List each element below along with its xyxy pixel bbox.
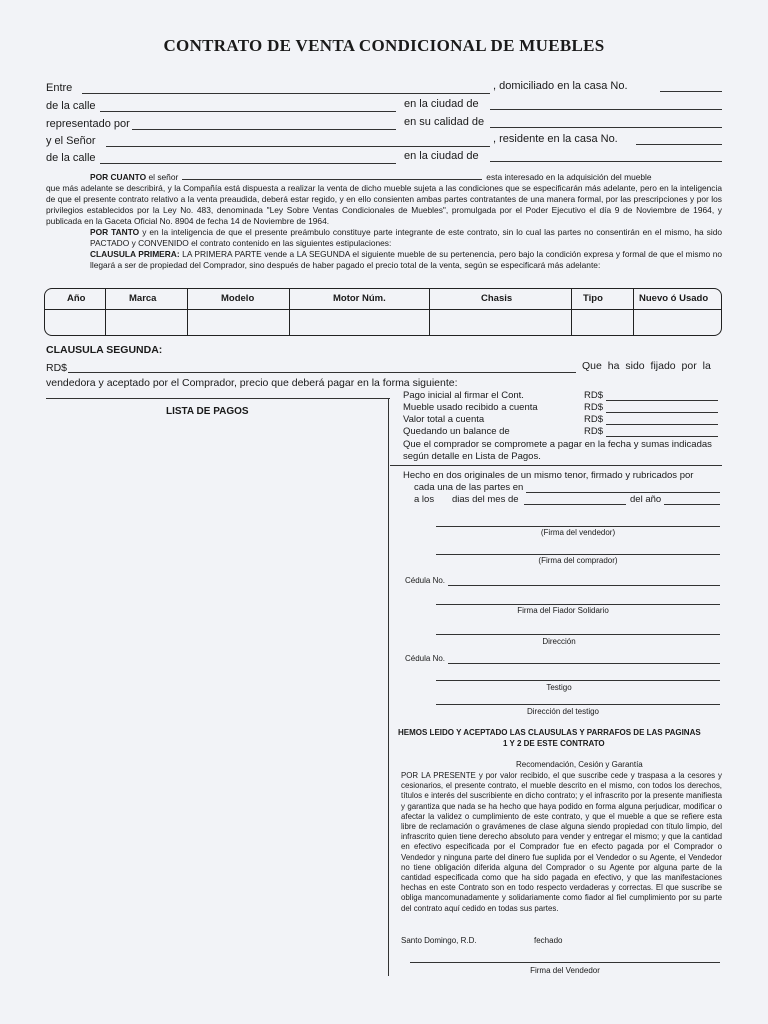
signature-vendedor-label: (Firma del vendedor) bbox=[540, 528, 616, 537]
th-nuevo-usado: Nuevo ó Usado bbox=[639, 293, 709, 304]
th-ano: Año bbox=[67, 293, 86, 304]
mueble-table bbox=[44, 288, 722, 336]
pago-label: Mueble usado recibido a cuenta bbox=[403, 402, 538, 413]
field-casa-no-1[interactable] bbox=[660, 91, 722, 92]
field-calidad[interactable] bbox=[490, 127, 722, 128]
table-header-divider bbox=[45, 309, 721, 310]
th-modelo: Modelo bbox=[221, 293, 255, 304]
mueble-usado bbox=[403, 402, 538, 413]
por-cuanto-a: el señor bbox=[148, 172, 179, 182]
field-representado[interactable] bbox=[132, 129, 396, 130]
field-mes[interactable] bbox=[524, 504, 626, 505]
hecho-line-2: cada una de las partes en bbox=[414, 482, 524, 493]
pago-cur: RD$ bbox=[584, 414, 604, 425]
signature-comprador-line[interactable] bbox=[436, 554, 720, 555]
label-domiciliado: , domiciliado en la casa No. bbox=[493, 80, 628, 92]
rds-label: RD$ bbox=[46, 362, 68, 374]
field-balance[interactable] bbox=[606, 436, 718, 437]
lista-pagos-title: LISTA DE PAGOS bbox=[166, 406, 249, 417]
label-calle-2: de la calle bbox=[46, 152, 96, 164]
del-ano-label: del año bbox=[630, 494, 662, 505]
field-dir-testigo-line[interactable] bbox=[436, 704, 720, 705]
pago-cur: RD$ bbox=[584, 402, 604, 413]
vendedora-text: vendedora y aceptado por el Comprador, precio que deberá pagar en la forma siguiente: bbox=[46, 377, 458, 389]
dir-testigo-label: Dirección del testigo bbox=[526, 707, 600, 716]
field-pago-inicial[interactable] bbox=[606, 400, 718, 401]
por-la-presente-label: POR LA PRESENTE bbox=[401, 771, 476, 780]
cedula-1-label: Cédula No. bbox=[405, 576, 446, 585]
preamble-block bbox=[46, 172, 722, 271]
pago-label: Pago inicial al firmar el Cont. bbox=[403, 390, 524, 401]
por-cuanto-b: esta interesado en la adquisición del mueble bbox=[486, 172, 652, 182]
table-col-divider bbox=[289, 289, 290, 335]
field-ciudad-2[interactable] bbox=[490, 161, 722, 162]
field-ciudad-1[interactable] bbox=[490, 109, 722, 110]
th-motor: Motor Núm. bbox=[333, 293, 386, 304]
signature-testigo-line[interactable] bbox=[436, 680, 720, 681]
compromiso-text: Que el comprador se compromete a pagar en la fecha y sumas indicadas según detalle en Lista de Pagos. bbox=[403, 439, 712, 462]
hemos-leido: HEMOS LEIDO Y ACEPTADO LAS CLAUSULAS Y PARRAFOS DE LAS PAGINAS bbox=[398, 728, 701, 737]
field-calle-1[interactable] bbox=[100, 111, 396, 112]
clausula-1-label: CLAUSULA PRIMERA: bbox=[90, 249, 180, 259]
balance bbox=[403, 426, 510, 437]
th-marca: Marca bbox=[129, 293, 157, 304]
label-entre: Entre bbox=[46, 82, 73, 94]
hecho-line-1: Hecho en dos originales de un mismo tenor, firmado y rubricados por bbox=[403, 470, 694, 481]
cedula-2-label: Cédula No. bbox=[405, 654, 446, 663]
pago-label: Quedando un balance de bbox=[403, 426, 510, 437]
por-tanto-text: y en la inteligencia de que el presente preámbulo constituye parte integrante de este contrato, sin lo cual las partes no consentirán en el mismo, ha sido PACTADO y CONVENIDO el contrato contenido en las siguientes estipulaciones: bbox=[90, 227, 723, 248]
label-ciudad-1: en la ciudad de bbox=[404, 98, 479, 110]
column-divider bbox=[388, 398, 389, 976]
dias-label: dias del mes de bbox=[452, 494, 519, 505]
table-col-divider bbox=[105, 289, 106, 335]
cesion-paragraph bbox=[401, 771, 722, 914]
label-residente: , residente en la casa No. bbox=[493, 133, 618, 145]
th-tipo: Tipo bbox=[583, 293, 603, 304]
a-los-label: a los bbox=[414, 494, 435, 505]
por-cuanto-label: POR CUANTO bbox=[90, 172, 147, 182]
santo-domingo-label: Santo Domingo, R.D. bbox=[401, 936, 477, 945]
field-precio[interactable] bbox=[68, 372, 576, 373]
field-mueble-usado[interactable] bbox=[606, 412, 718, 413]
pagos-bottom-rule bbox=[390, 465, 722, 466]
signature-vendedor-final-label: Firma del Vendedor bbox=[530, 966, 600, 975]
fijado-text: Que ha sido fijado por la bbox=[582, 360, 711, 372]
pago-inicial bbox=[403, 390, 524, 401]
field-cedula-1[interactable] bbox=[448, 585, 720, 586]
signature-comprador-label: (Firma del comprador) bbox=[538, 556, 618, 565]
clausula-1-text: LA PRIMERA PARTE vende a LA SEGUNDA el siguiente mueble de su pertenencia, pero bajo la condición expresa y formal de que el mismo no llegará a ser de propiedad del Comprador, sino después de haber pagado el precio total de la venta, según se especificará más adelante: bbox=[90, 249, 723, 270]
testigo-label: Testigo bbox=[546, 683, 572, 692]
field-valor-total[interactable] bbox=[606, 424, 718, 425]
signature-vendedor-final-line[interactable] bbox=[410, 962, 720, 963]
field-direccion-line[interactable] bbox=[436, 634, 720, 635]
field-senor-preamble[interactable] bbox=[182, 179, 482, 180]
por-la-presente-text: y por valor recibido, el que suscribe cede y traspasa a la cesores y cesionarios, el presente contrato, el mueble descrito en el mismo, con todos los derechos, títulos e interés del suscribiente en dicho contrato; y el infrascrito por la presente manifiesta y garantiza que nada se ha hecho que haya podido en forma alguna perjudicar, modificar o afectar la validez o cumplimiento de este contrato, y que el mueble a que se refiere esta libre de reclamación o gravámenes de clase alguna siendo propiedad con título limpio, del infrascrito quien tiene derecho absoluto para vender y entregar el mismo; y que la cantidad en efectivo especificada por el Comprador fue en efecto pagada por el Comprador o Vendedor y ninguna parte del dinero fue suplida por el Vendedor o su Agente, el Vendedor no tiene obligación diferida alguna del Comprador o su Agente por alguna parte de la cantidad especificada como que ha sido pagada en efectivo, y que las manifestaciones hechas en este Contrato son en todo respecto verdaderas y correctas. El que suscribe se obliga mancomunadamente y solidariamente como fiador al fiel cumplimiento por su parte del contrato aquí cedido en todas sus partes. bbox=[401, 771, 722, 913]
label-calle-1: de la calle bbox=[46, 100, 96, 112]
label-ciudad-2: en la ciudad de bbox=[404, 150, 479, 162]
pago-cur: RD$ bbox=[584, 390, 604, 401]
table-col-divider bbox=[187, 289, 188, 335]
label-senor: y el Señor bbox=[46, 135, 96, 147]
por-tanto-label: POR TANTO bbox=[90, 227, 140, 237]
signature-fiador-line[interactable] bbox=[436, 604, 720, 605]
recomendacion-title: Recomendación, Cesión y Garantía bbox=[516, 760, 643, 769]
table-col-divider bbox=[429, 289, 430, 335]
field-cedula-2[interactable] bbox=[448, 663, 720, 664]
table-col-divider bbox=[633, 289, 634, 335]
label-representado: representado por bbox=[46, 118, 130, 130]
direccion-label: Dirección bbox=[542, 637, 576, 646]
field-lugar[interactable] bbox=[526, 492, 720, 493]
preamble-body: que más adelante se describirá, y la Compañía está dispuesta a realizar la venta de dicho mueble sujeta a las condiciones que se especificarán más adelante, pero en la inteligencia de que el presente contrato relativo a la venta preaudida, deberá estar regido, y en ello consienten ambas partes contratantes de una manera formal, por las prescripciones y por los privilegios establecidos por la Ley No. 483, denominada "Ley Sobre Ventas Condicionales de Muebles", promulgada por el Poder Ejecutivo el día 9 de Noviembre de 1964, y publicada en la Gaceta Oficial No. 8904 de fecha 14 de Noviembre de 1964. bbox=[46, 183, 722, 226]
hemos-leido-2: 1 Y 2 DE ESTE CONTRATO bbox=[503, 739, 605, 748]
valor-total bbox=[403, 414, 484, 425]
field-calle-2[interactable] bbox=[100, 163, 396, 164]
fechado-label: fechado bbox=[534, 936, 563, 945]
signature-vendedor-line[interactable] bbox=[436, 526, 720, 527]
pago-label: Valor total a cuenta bbox=[403, 414, 485, 425]
pago-cur: RD$ bbox=[584, 426, 604, 437]
lista-pagos-top-rule bbox=[46, 398, 390, 399]
contract-title: CONTRATO DE VENTA CONDICIONAL DE MUEBLES bbox=[163, 36, 605, 55]
label-calidad: en su calidad de bbox=[404, 116, 485, 128]
clausula-2-label: CLAUSULA SEGUNDA: bbox=[46, 344, 163, 356]
field-casa-no-2[interactable] bbox=[636, 144, 722, 145]
field-entre[interactable] bbox=[82, 93, 490, 94]
table-col-divider bbox=[571, 289, 572, 335]
th-chasis: Chasis bbox=[481, 293, 513, 304]
field-senor[interactable] bbox=[106, 146, 490, 147]
signature-fiador-label: Firma del Fiador Solidario bbox=[517, 606, 609, 615]
field-ano[interactable] bbox=[664, 504, 720, 505]
